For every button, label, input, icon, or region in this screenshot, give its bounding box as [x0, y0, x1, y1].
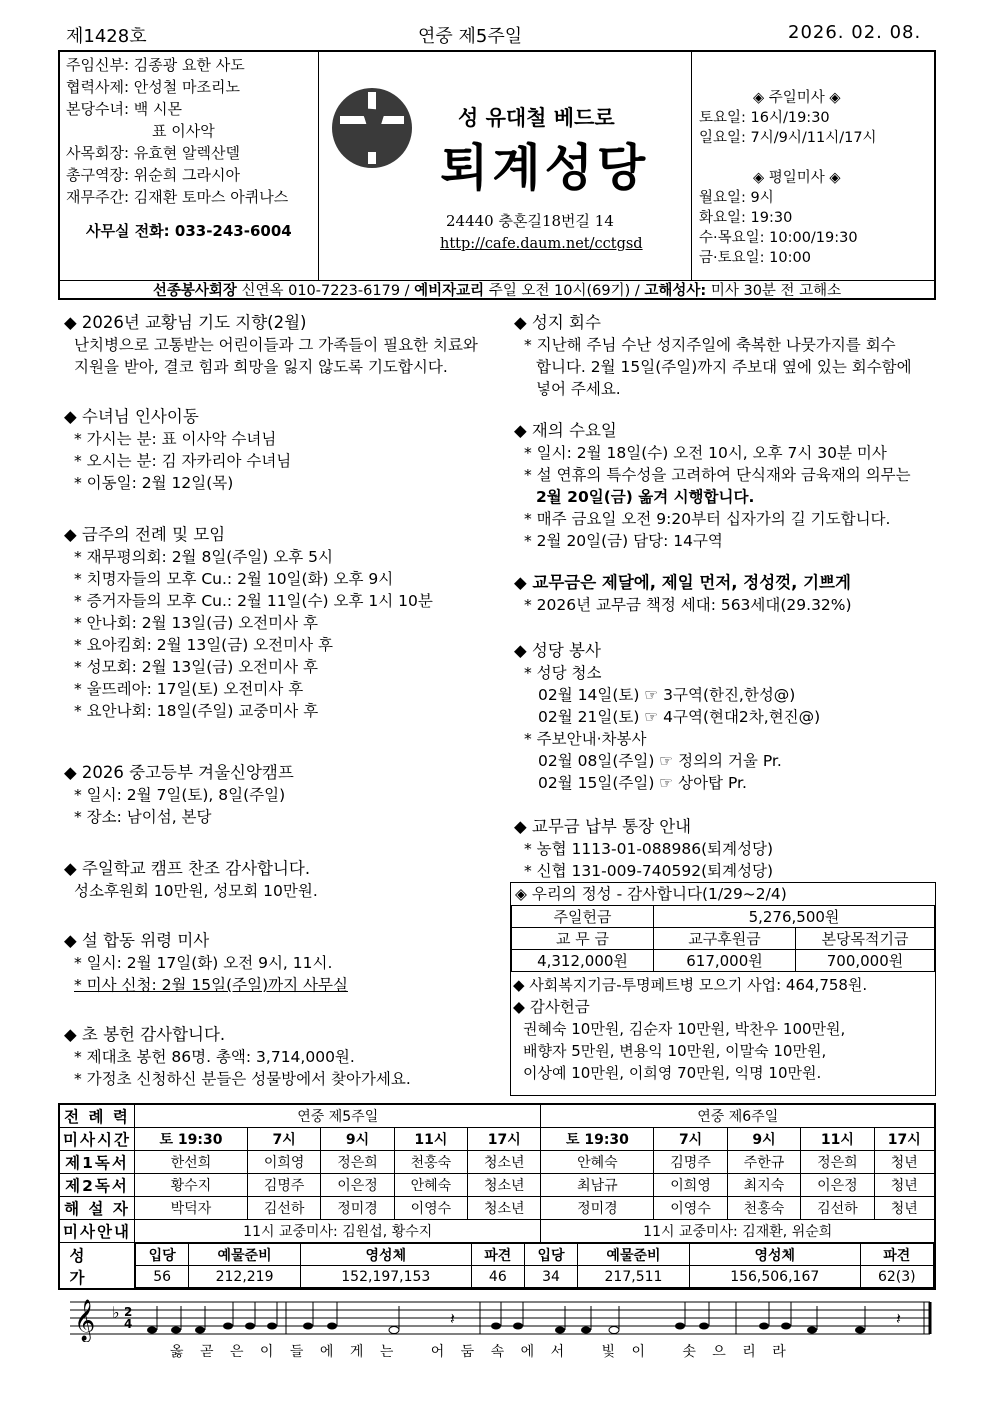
mass-time: 11시: [394, 1128, 467, 1151]
church-website-link[interactable]: http://cafe.daum.net/cctgsd: [440, 236, 643, 252]
schedule-label: 해 설 자: [59, 1197, 135, 1220]
section-line: * 매주 금요일 오전 9:20부터 십자가의 길 기도합니다.: [524, 510, 891, 528]
staff-line: 재무주간: 김재환 토마스 아퀴나스: [66, 188, 289, 206]
info-label: 예비자교리: [414, 283, 485, 299]
bank-account-section: [514, 816, 938, 882]
svg-text:2: 2: [124, 1305, 133, 1319]
donation-line: 배향자 5만원, 변용익 10만원, 이말숙 10만원,: [523, 1042, 827, 1060]
commentator-name: 청년: [874, 1197, 935, 1220]
palm-return-section: [514, 312, 938, 400]
hymn-number: 62(3): [860, 1266, 933, 1288]
section-title: ◆ 교무금은 제달에, 제일 먼저, 정성껏, 기쁘게: [514, 573, 851, 592]
section-line: * 농협 1113-01-088986(퇴계성당): [524, 840, 774, 858]
offering-value: 617,000원: [654, 950, 796, 972]
sunday-offering-value: 5,276,500원: [654, 906, 935, 928]
reader-name: 청년: [874, 1174, 935, 1197]
info-value: 미사 30분 전 고해소: [706, 283, 842, 299]
reader-name: 이희영: [247, 1151, 320, 1174]
reader-name: 김명주: [654, 1151, 727, 1174]
offering-box: [510, 882, 936, 1096]
hymn-header: 입당: [136, 1244, 189, 1266]
section-line: * 일시: 2월 18일(수) 오전 10시, 오후 7시 30분 미사: [524, 444, 887, 462]
section-line: 합니다. 2월 15일(주일)까지 주보대 옆에 있는 회수함에: [536, 358, 912, 376]
section-line: 지원을 받아, 결코 힘과 희망을 잃지 않도록 기도합시다.: [74, 358, 448, 376]
week2-title: 연중 제6주일: [541, 1104, 935, 1128]
section-line: 02월 21일(토) ☞ 4구역(현대2차,현진@): [538, 708, 821, 726]
section-line: * 가시는 분: 표 이사악 수녀님: [74, 430, 277, 448]
section-line: 난치병으로 고통받는 어린이들과 그 가족들이 필요한 치료와: [74, 336, 478, 354]
prayer-intention-section: [64, 312, 504, 378]
reader-name: 황수지: [135, 1174, 248, 1197]
reader-name: 이은정: [321, 1174, 394, 1197]
reader-name: 천홍숙: [394, 1151, 467, 1174]
reader-name: 안혜숙: [394, 1174, 467, 1197]
reader-name: 청년: [874, 1151, 935, 1174]
section-line: * 증거자들의 모후 Cu.: 2월 11일(수) 오후 1시 10분: [74, 592, 433, 610]
hymn-header: 파견: [471, 1244, 524, 1266]
mass-time: 11시: [801, 1128, 874, 1151]
commentator-name: 김선하: [247, 1197, 320, 1220]
hymn-header: 영성체: [689, 1244, 860, 1266]
reader-name: 최남규: [541, 1174, 654, 1197]
hymn-table: [135, 1243, 934, 1288]
weekday-mass-title: ◈ 평일미사 ◈: [753, 170, 841, 186]
section-title: ◆ 성당 봉사: [514, 641, 601, 660]
offering-title: ◈ 우리의 정성 - 감사합니다(1/29~2/4): [515, 885, 787, 903]
reader-name: 정은희: [801, 1151, 874, 1174]
section-line: * 가정초 신청하신 분들은 성물방에서 찾아가세요.: [74, 1070, 411, 1088]
staff-line: 표 이사악: [152, 122, 215, 140]
section-line: * 미사 신청: 2월 15일(주일)까지 사무실: [74, 976, 348, 994]
section-line: * 신협 131-009-740592(퇴계성당): [524, 862, 774, 880]
section-title: ◆ 2026 중고등부 겨울신앙캠프: [64, 763, 294, 782]
info-value: 주일 오전 10시(69기) /: [484, 283, 645, 299]
section-title: ◆ 성지 회수: [514, 313, 601, 332]
section-line: * 2026년 교무금 책정 세대: 563세대(29.32%): [524, 596, 852, 614]
hymn-header: 영성체: [300, 1244, 471, 1266]
reader-name: 주한규: [727, 1151, 800, 1174]
hymn-lyrics: 옳 곧 은 이 들 에 게 는 어 둠 속 에 서 빛 이 솟 으 리 라: [170, 1344, 792, 1360]
sunday-mass-line: 일요일: 7시/9시/11시/17시: [699, 130, 877, 146]
reader-name: 정은희: [321, 1151, 394, 1174]
section-title: ◆ 재의 수요일: [514, 421, 617, 440]
weekday-mass-line: 월요일: 9시: [699, 190, 774, 206]
svg-text:♭: ♭: [112, 1303, 120, 1322]
mass-guide: 11시 교중미사: 김원섭, 황수지: [135, 1220, 541, 1243]
offering-header: 본당목적기금: [796, 928, 935, 950]
section-line: * 일시: 2월 7일(토), 8일(주일): [74, 786, 286, 804]
weekday-mass-line: 화요일: 19:30: [699, 210, 793, 226]
church-subtitle: 성 유대철 베드로: [458, 106, 615, 130]
commentator-name: 이영수: [654, 1197, 727, 1220]
mass-time: 7시: [654, 1128, 727, 1151]
section-line: 2월 20일(금) 옮겨 시행합니다.: [536, 488, 755, 506]
section-title: ◆ 주일학교 캠프 찬조 감사합니다.: [64, 859, 311, 878]
mass-time: 토 19:30: [135, 1128, 248, 1151]
commentator-name: 정미경: [541, 1197, 654, 1220]
commentator-name: 청소년: [468, 1197, 541, 1220]
church-title-block: [318, 52, 692, 280]
staff-line: 본당수녀: 백 시몬: [66, 100, 183, 118]
section-line: * 장소: 남이섬, 본당: [74, 808, 212, 826]
reader-name: 김명주: [247, 1174, 320, 1197]
section-line: 02월 14일(토) ☞ 3구역(한진,한성@): [538, 686, 796, 704]
svg-text:4: 4: [124, 1317, 133, 1331]
reader-name: 이희영: [654, 1174, 727, 1197]
schedule-label: 미사시간: [59, 1128, 135, 1151]
section-title: ◆ 설 합동 위령 미사: [64, 931, 210, 950]
church-service-section: [514, 640, 938, 794]
commentator-name: 김선하: [801, 1197, 874, 1220]
section-line: * 이동일: 2월 12일(목): [74, 474, 234, 492]
reader-name: 청소년: [468, 1151, 541, 1174]
reader-name: 최지숙: [727, 1174, 800, 1197]
ash-wednesday-section: [514, 420, 938, 552]
donation-line: 이상예 10만원, 이희영 70만원, 익명 10만원.: [523, 1064, 822, 1082]
section-line: * 일시: 2월 17일(화) 오전 9시, 11시.: [74, 954, 333, 972]
candle-offering-section: [64, 1024, 504, 1090]
commentator-name: 이영수: [394, 1197, 467, 1220]
section-line: * 요안나회: 18일(주일) 교중미사 후: [74, 702, 319, 720]
liturgical-sunday: 연중 제5주일: [418, 26, 523, 47]
weekday-mass-line: 수·목요일: 10:00/19:30: [699, 230, 858, 246]
schedule-label: 제2독서: [59, 1174, 135, 1197]
sunday-mass-line: 토요일: 16시/19:30: [699, 110, 830, 126]
music-staff-icon: [60, 1294, 936, 1342]
commentator-name: 박덕자: [135, 1197, 248, 1220]
commentator-name: 정미경: [321, 1197, 394, 1220]
section-line: * 요아킴회: 2월 13일(금) 오전미사 후: [74, 636, 333, 654]
offering-value: 700,000원: [796, 950, 935, 972]
section-line: * 지난해 주님 수난 성지주일에 축복한 나뭇가지를 회수: [524, 336, 896, 354]
week1-title: 연중 제5주일: [135, 1104, 541, 1128]
reader-name: 한선희: [135, 1151, 248, 1174]
hymn-number: 152,197,153: [300, 1266, 471, 1288]
section-line: 성소후원회 10만원, 성모회 10만원.: [74, 882, 318, 900]
hymn-header: 예물준비: [578, 1244, 690, 1266]
svg-text:𝄽: 𝄽: [450, 1309, 455, 1328]
commentator-name: 천홍숙: [727, 1197, 800, 1220]
schedule-label: 성 가: [59, 1243, 135, 1290]
memorial-mass-section: [64, 930, 504, 996]
section-title: ◆ 2026년 교황님 기도 지향(2월): [64, 313, 307, 332]
mass-time: 9시: [727, 1128, 800, 1151]
sunday-offering-label: 주일헌금: [512, 906, 654, 928]
info-label: 고해성사:: [644, 283, 707, 299]
church-logo-icon: [330, 86, 414, 170]
section-title: ◆ 수녀님 인사이동: [64, 407, 199, 426]
welfare-fund: ◆ 사회복지기금-투명페트병 모으기 사업: 464,758원.: [513, 976, 868, 994]
section-line: * 오시는 분: 김 자카리아 수녀님: [74, 452, 292, 470]
liturgy-schedule-table: [58, 1103, 936, 1290]
hymn-number: 212,219: [189, 1266, 301, 1288]
weekly-meetings-section: [64, 524, 504, 722]
section-line: * 설 연휴의 특수성을 고려하여 단식재와 금육재의 의무는: [524, 466, 911, 484]
section-title: ◆ 교무금 납부 통장 안내: [514, 817, 692, 836]
offering-header: 교 무 금: [512, 928, 654, 950]
staff-line: 사목회장: 유효현 알렉산델: [66, 144, 240, 162]
donation-title: ◆ 감사헌금: [513, 998, 590, 1016]
section-line: * 제대초 봉헌 86명. 총액: 3,714,000원.: [74, 1048, 355, 1066]
section-line: * 성모회: 2월 13일(금) 오전미사 후: [74, 658, 318, 676]
header-box: [58, 50, 936, 300]
weekday-mass-line: 금·토요일: 10:00: [699, 250, 811, 266]
offering-header: 교구후원금: [654, 928, 796, 950]
section-line: * 성당 청소: [524, 664, 602, 682]
section-title: ◆ 금주의 전례 및 모임: [64, 525, 226, 544]
reader-name: 청소년: [468, 1174, 541, 1197]
section-line: * 치명자들의 모후 Cu.: 2월 10일(화) 오후 9시: [74, 570, 394, 588]
reader-name: 이은정: [801, 1174, 874, 1197]
section-line: 02월 15일(주일) ☞ 상아탑 Pr.: [538, 774, 747, 792]
hymn-header: 예물준비: [189, 1244, 301, 1266]
sunday-mass-title: ◈ 주일미사 ◈: [753, 90, 841, 106]
info-label: 선종봉사회장: [152, 283, 237, 299]
mass-guide: 11시 교중미사: 김재환, 위순희: [541, 1220, 935, 1243]
hymn-header: 파견: [860, 1244, 933, 1266]
section-line: 넣어 주세요.: [536, 380, 621, 398]
bulletin-date: 2026. 02. 08.: [788, 22, 922, 43]
hymn-number: 156,506,167: [689, 1266, 860, 1288]
section-line: * 2월 20일(금) 담당: 14구역: [524, 532, 723, 550]
mass-time: 토 19:30: [541, 1128, 654, 1151]
svg-text:𝄞: 𝄞: [74, 1300, 96, 1341]
sister-transfer-section: [64, 406, 504, 494]
mass-time: 9시: [321, 1128, 394, 1151]
section-line: * 재무평의회: 2월 8일(주일) 오후 5시: [74, 548, 333, 566]
hymn-header: 입당: [524, 1244, 577, 1266]
staff-line: 주임신부: 김종광 요한 사도: [66, 56, 245, 74]
hymn-number: 56: [136, 1266, 189, 1288]
reader-name: 안혜숙: [541, 1151, 654, 1174]
offering-table: [511, 905, 935, 972]
office-phone: 사무실 전화: 033-243-6004: [86, 222, 292, 240]
svg-text:𝄽: 𝄽: [896, 1309, 901, 1328]
offering-value: 4,312,000원: [512, 950, 654, 972]
info-value: 신연옥 010-7223-6179 /: [236, 283, 415, 299]
youth-camp-section: [64, 762, 504, 828]
church-dues-section: [514, 572, 938, 616]
donation-line: 권혜숙 10만원, 김순자 10만원, 박찬우 100만원,: [523, 1020, 846, 1038]
section-line: * 울뜨레아: 17일(토) 오전미사 후: [74, 680, 304, 698]
hymn-number: 34: [524, 1266, 577, 1288]
staff-list: [60, 52, 319, 280]
mass-time: 17시: [468, 1128, 541, 1151]
section-title: ◆ 초 봉헌 감사합니다.: [64, 1025, 226, 1044]
section-line: 02월 08일(주일) ☞ 정의의 거울 Pr.: [538, 752, 782, 770]
church-address: 24440 충혼길18번길 14: [446, 212, 614, 230]
church-name: 퇴계성당: [440, 139, 650, 197]
section-line: * 주보안내·차봉사: [524, 730, 647, 748]
issue-number: 제1428호: [66, 26, 147, 47]
mass-time: 7시: [247, 1128, 320, 1151]
info-bar: [60, 280, 934, 301]
staff-line: 총구역장: 위순희 그라시아: [66, 166, 240, 184]
schedule-label: 미사안내: [59, 1220, 135, 1243]
hymn-number: 217,511: [578, 1266, 690, 1288]
staff-line: 협력사제: 안성철 마조리노: [66, 78, 240, 96]
schedule-label: 전 례 력: [59, 1104, 135, 1128]
camp-thanks-section: [64, 858, 504, 902]
hymn-number: 46: [471, 1266, 524, 1288]
section-line: * 안나회: 2월 13일(금) 오전미사 후: [74, 614, 318, 632]
mass-time: 17시: [874, 1128, 935, 1151]
schedule-label: 제1독서: [59, 1151, 135, 1174]
